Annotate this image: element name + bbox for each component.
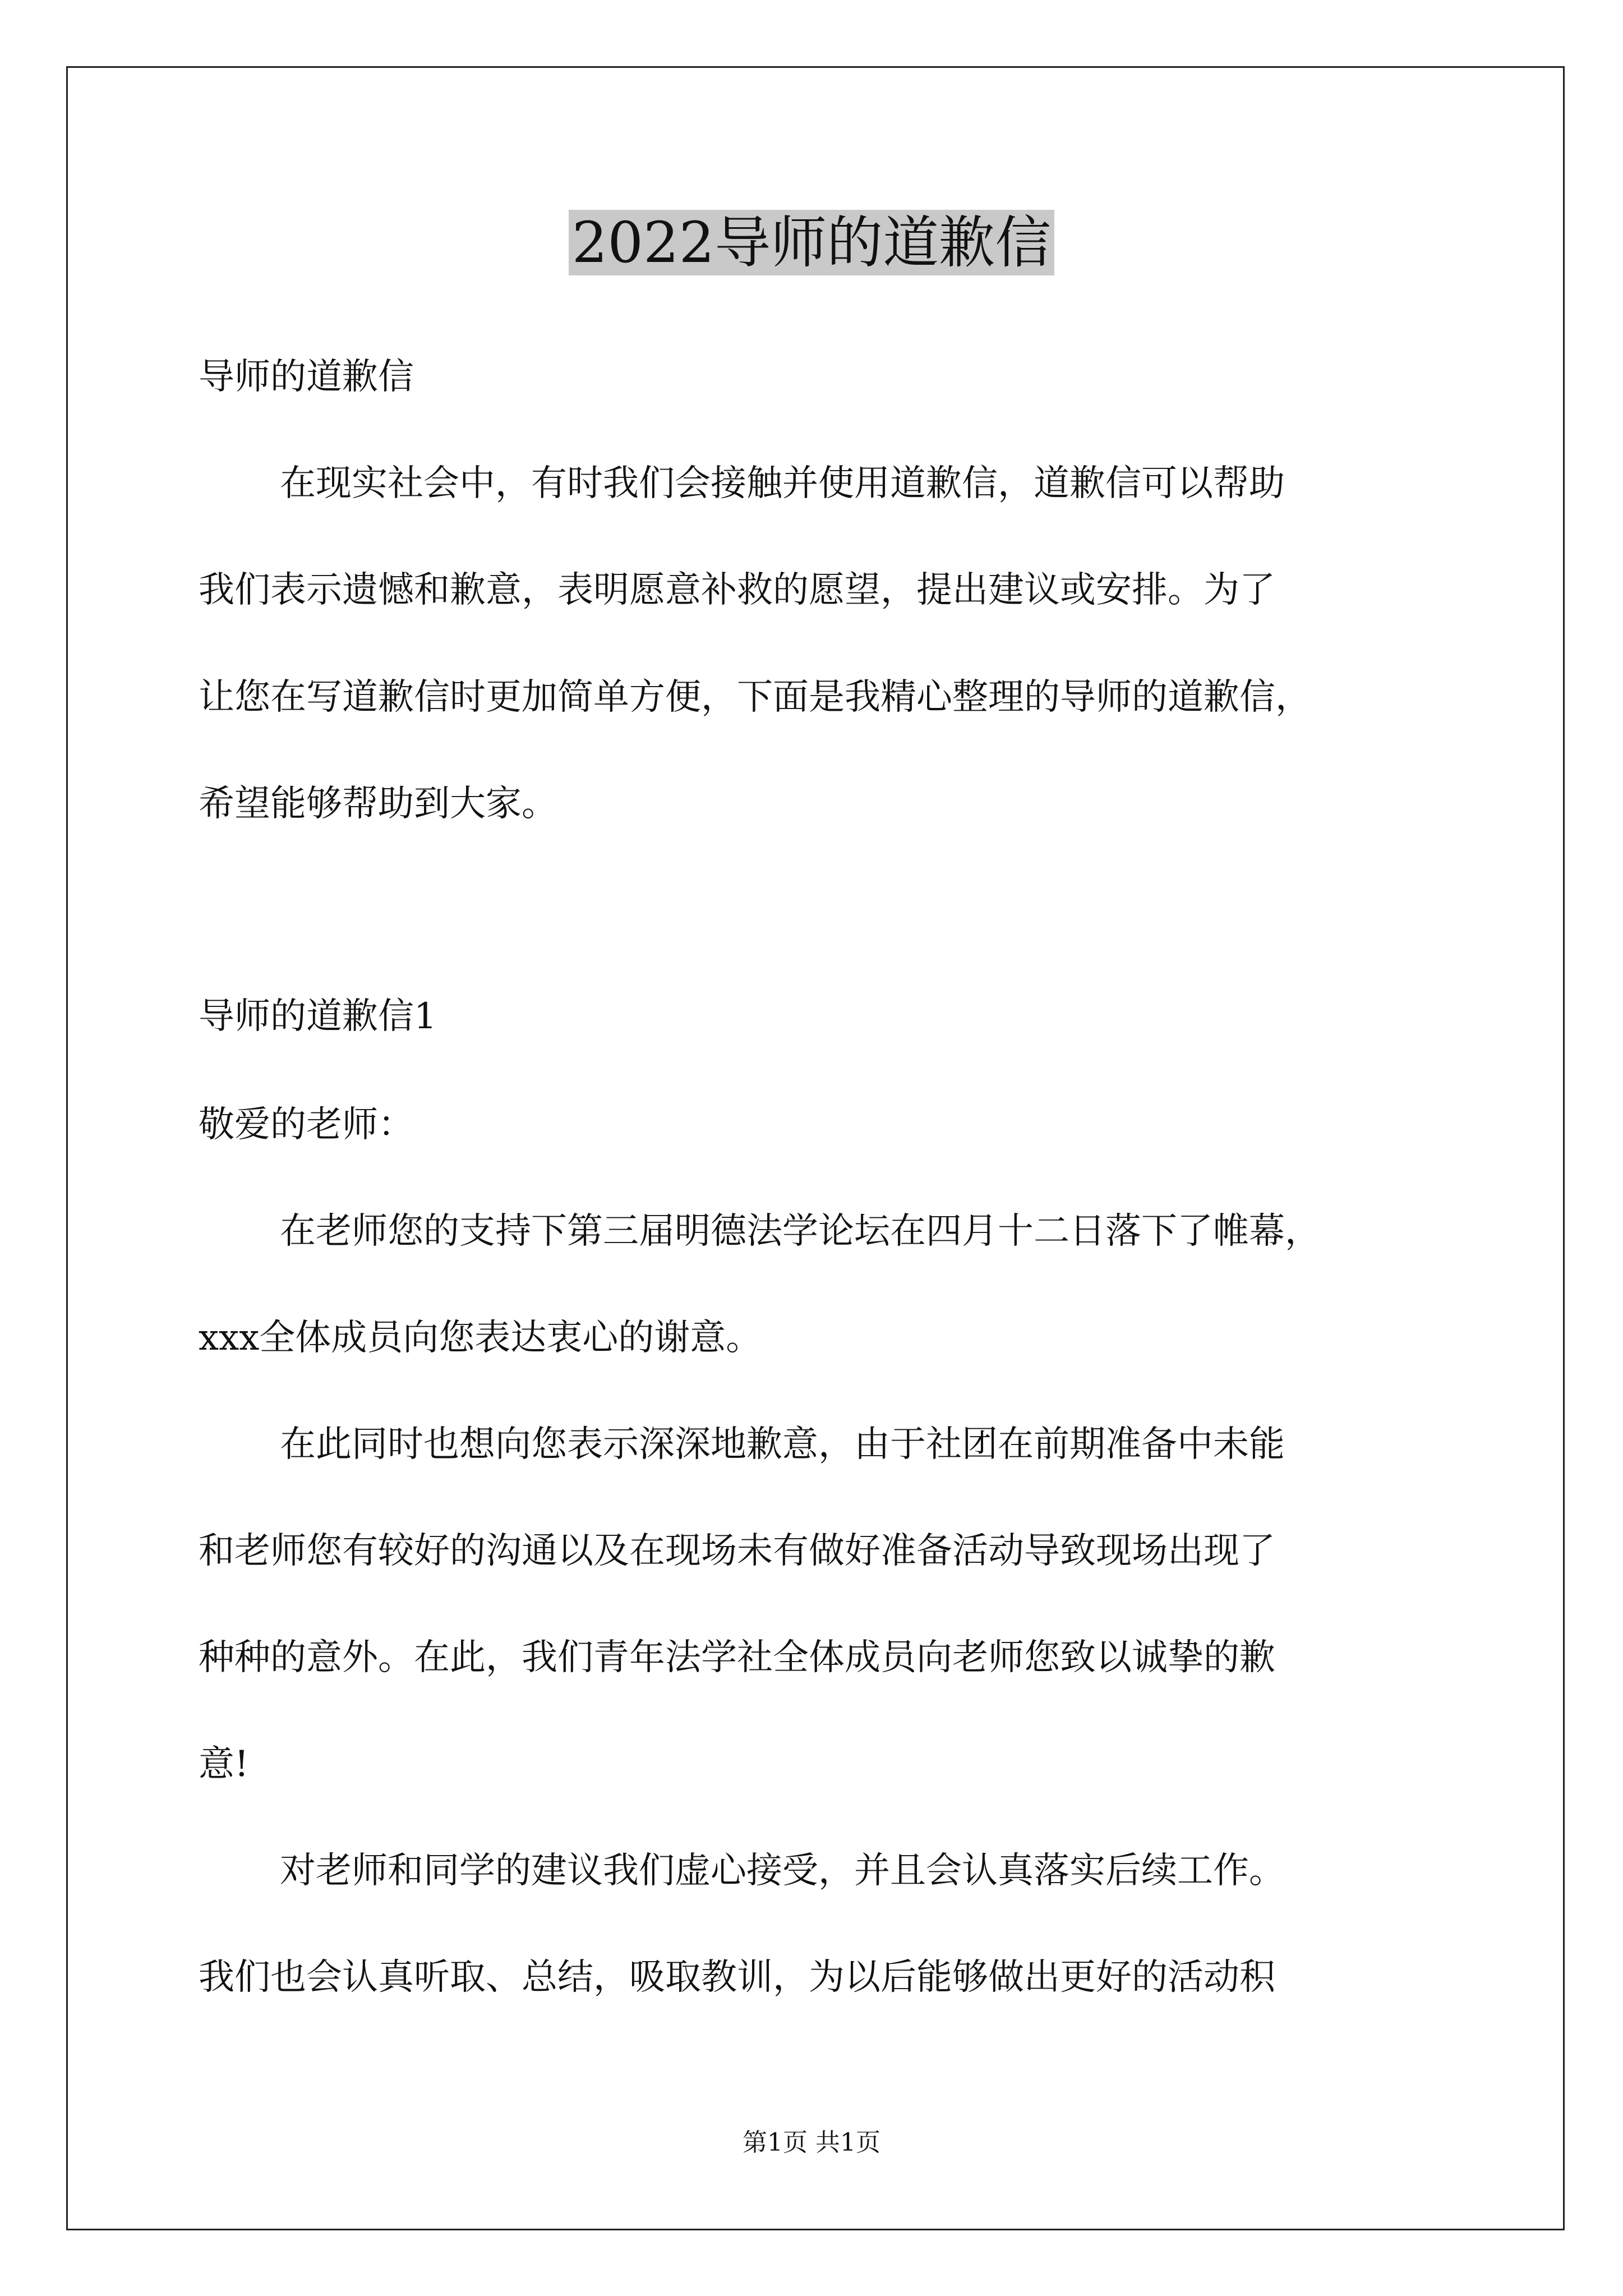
body-line: 意! [199, 1743, 249, 1785]
section-heading: 导师的道歉信1 [199, 996, 437, 1037]
body-line: 种种的意外。在此，我们青年法学社全体成员向老师您致以诚挚的歉 [199, 1637, 1275, 1678]
body-line: 我们也会认真听取、总结，吸取教训，为以后能够做出更好的活动积 [199, 1957, 1275, 1998]
body-line: 在现实社会中，有时我们会接触并使用道歉信，道歉信可以帮助 [280, 463, 1285, 504]
body-line: 让您在写道歉信时更加简单方便，下面是我精心整理的导师的道歉信， [199, 677, 1311, 718]
salutation: 敬爱的老师： [199, 1104, 414, 1145]
document-title [0, 206, 1623, 279]
body-line: 希望能够帮助到大家。 [199, 783, 557, 825]
body-line: 在老师您的支持下第三届明德法学论坛在四月十二日落下了帷幕， [280, 1211, 1321, 1252]
body-line: xxx全体成员向您表达衷心的谢意。 [199, 1317, 762, 1359]
body-line: 在此同时也想向您表示深深地歉意，由于社团在前期准备中未能 [280, 1424, 1285, 1465]
body-line: 和老师您有较好的沟通以及在现场未有做好准备活动导致现场出现了 [199, 1530, 1275, 1572]
body-line: 我们表示遗憾和歉意，表明愿意补救的愿望，提出建议或安排。为了 [199, 569, 1275, 611]
body-line: 对老师和同学的建议我们虚心接受，并且会认真落实后续工作。 [280, 1850, 1285, 1892]
body-line: 导师的道歉信 [199, 356, 414, 398]
document-title-text: 2022导师的道歉信 [569, 210, 1055, 275]
page-footer: 第1页 共1页 [743, 2128, 880, 2157]
